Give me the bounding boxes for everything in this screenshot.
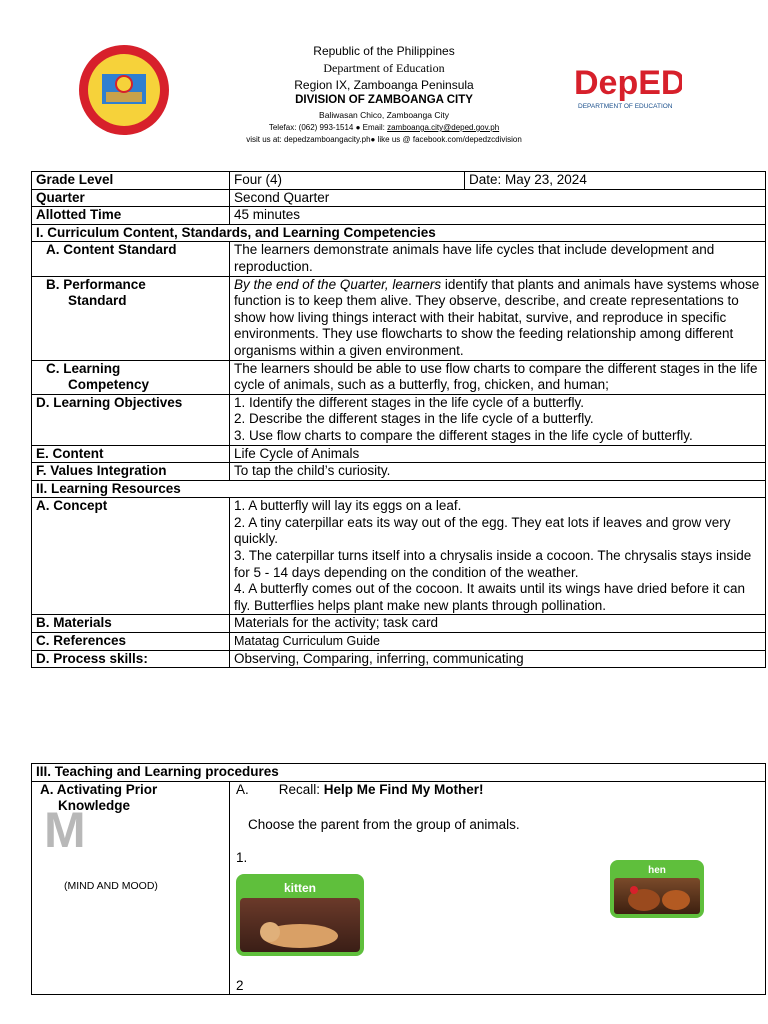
activating-label-cell xyxy=(32,781,230,994)
section3-title: III. Teaching and Learning procedures xyxy=(32,764,766,782)
time-row xyxy=(32,207,766,225)
deped-logo-sub: DEPARTMENT OF EDUCATION xyxy=(578,103,673,110)
quarter-value: Second Quarter xyxy=(230,189,766,207)
section1-title-row xyxy=(32,224,766,242)
hen-card-label: hen xyxy=(648,864,666,876)
concept-label: A. Concept xyxy=(32,498,230,615)
values-row xyxy=(32,463,766,481)
activating-label-line2: Knowledge xyxy=(58,798,131,814)
header-division: DIVISION OF ZAMBOANGA CITY xyxy=(295,94,473,106)
kitten-image xyxy=(240,898,360,952)
quarter-label: Quarter xyxy=(32,189,230,207)
header-web: visit us at: depedzamboangacity.ph● like us @ facebook.com/depedzcdivision xyxy=(246,135,522,144)
references-value: Matatag Curriculum Guide xyxy=(230,633,766,651)
objectives-row xyxy=(32,394,766,445)
deped-logo xyxy=(572,54,682,114)
hen-image xyxy=(614,878,700,914)
date-value: Date: May 23, 2024 xyxy=(465,172,766,190)
recall-prefix: A. Recall: xyxy=(236,781,324,797)
content-value: Life Cycle of Animals xyxy=(230,445,766,463)
objective-item: 2. Describe the different stages in the life cycle of a butterfly. xyxy=(234,411,594,427)
section3-title-row xyxy=(32,764,766,782)
section2-title-row xyxy=(32,480,766,498)
concept-value xyxy=(230,498,766,615)
materials-row xyxy=(32,615,766,633)
values-label: F. Values Integration xyxy=(32,463,230,481)
header-department: Department of Education xyxy=(323,61,445,75)
competency-label-line2: Competency xyxy=(68,377,150,393)
header-contact xyxy=(200,123,568,132)
time-value: 45 minutes xyxy=(230,207,766,225)
competency-label xyxy=(32,360,230,394)
content-standard-value: The learners demonstrate animals have life cycles that include development and reproduction. xyxy=(230,242,766,276)
time-label: Allotted Time xyxy=(32,207,230,225)
references-label: C. References xyxy=(32,633,230,651)
kitten-card[interactable] xyxy=(236,874,364,956)
header-republic: Republic of the Philippines xyxy=(313,44,455,58)
content-standard-row xyxy=(32,242,766,276)
values-value: To tap the child’s curiosity. xyxy=(230,463,766,481)
materials-label: B. Materials xyxy=(32,615,230,633)
activating-row xyxy=(32,781,766,994)
division-seal xyxy=(78,44,170,136)
objectives-label: D. Learning Objectives xyxy=(32,394,230,445)
performance-label-line1: B. Performance xyxy=(46,276,146,292)
content-label: E. Content xyxy=(32,445,230,463)
recall-title: Help Me Find My Mother! xyxy=(323,781,484,797)
concept-item: 4. A butterfly comes out of the cocoon. It awaits until its wings have dried before it can fly. Butterflies helps plant make new plants through pollination. xyxy=(234,581,746,613)
grade-value: Four (4) xyxy=(230,172,465,190)
references-row xyxy=(32,633,766,651)
item-number-1: 1. xyxy=(236,849,248,865)
hen-card[interactable] xyxy=(610,860,704,918)
objective-item: 3. Use flow charts to compare the different stages in the life cycle of butterfly. xyxy=(234,427,693,443)
kitten-card-label: kitten xyxy=(283,880,316,895)
objectives-value xyxy=(230,394,766,445)
activating-content-cell xyxy=(230,781,766,994)
objective-item: 1. Identify the different stages in the life cycle of a butterfly. xyxy=(234,394,584,410)
performance-standard-value xyxy=(230,276,766,360)
procedures-table xyxy=(31,763,766,995)
concept-item: 1. A butterfly will lay its eggs on a leaf. xyxy=(234,498,462,514)
concept-item: 3. The caterpillar turns itself into a chrysalis inside a cocoon. The chrysalis stays inside for 5 - 14 days depending on the condition of the weather. xyxy=(234,548,752,580)
performance-standard-label xyxy=(32,276,230,360)
m-letter: M xyxy=(44,801,86,858)
item-number-2: 2 xyxy=(236,977,244,993)
mind-mood-label: (MIND AND MOOD) xyxy=(64,879,158,892)
process-skills-row xyxy=(32,650,766,668)
performance-text: identify that plants and animals have systems whose function is to keep them alive. They observe, describe, and create representations to show how living things interact with their habitat, survive, and reproduce in specific environments. They use flowcharts to show the feeding relationship among different organisms within a given environment. xyxy=(234,276,760,358)
content-standard-label: A. Content Standard xyxy=(32,242,230,276)
concept-item: 2. A tiny caterpillar eats its way out of the egg. They eat lots if leaves and grow very quickly. xyxy=(234,514,731,547)
grade-row xyxy=(32,172,766,190)
competency-label-line1: C. Learning xyxy=(46,360,121,376)
quarter-row xyxy=(32,189,766,207)
process-skills-label: D. Process skills: xyxy=(32,650,230,668)
grade-label: Grade Level xyxy=(32,172,230,190)
activating-label-line1: A. Activating Prior xyxy=(40,781,158,797)
competency-value: The learners should be able to use flow charts to compare the different stages in the life cycle of animals, such as a butterfly, frog, chicken, and human; xyxy=(230,360,766,394)
process-skills-value: Observing, Comparing, inferring, communicating xyxy=(230,650,766,668)
concept-row xyxy=(32,498,766,615)
contact-prefix: Telefax: (062) 993-1514 ● Email: xyxy=(268,123,388,132)
section1-title: I. Curriculum Content, Standards, and Learning Competencies xyxy=(32,224,766,242)
deped-logo-text: DepED xyxy=(574,64,682,102)
competency-row xyxy=(32,360,766,394)
section2-title: II. Learning Resources xyxy=(32,480,766,498)
lesson-plan-table xyxy=(31,171,766,668)
email-link[interactable]: zamboanga.city@deped.gov.ph xyxy=(387,123,500,132)
performance-standard-row xyxy=(32,276,766,360)
content-row xyxy=(32,445,766,463)
performance-italic: By the end of the Quarter, learners xyxy=(234,276,442,292)
header-region: Region IX, Zamboanga Peninsula xyxy=(294,78,474,92)
header-address: Baliwasan Chico, Zamboanga City xyxy=(319,110,449,120)
instruction-text: Choose the parent from the group of animals. xyxy=(248,816,520,832)
materials-value: Materials for the activity; task card xyxy=(230,615,766,633)
performance-label-line2: Standard xyxy=(68,293,127,309)
